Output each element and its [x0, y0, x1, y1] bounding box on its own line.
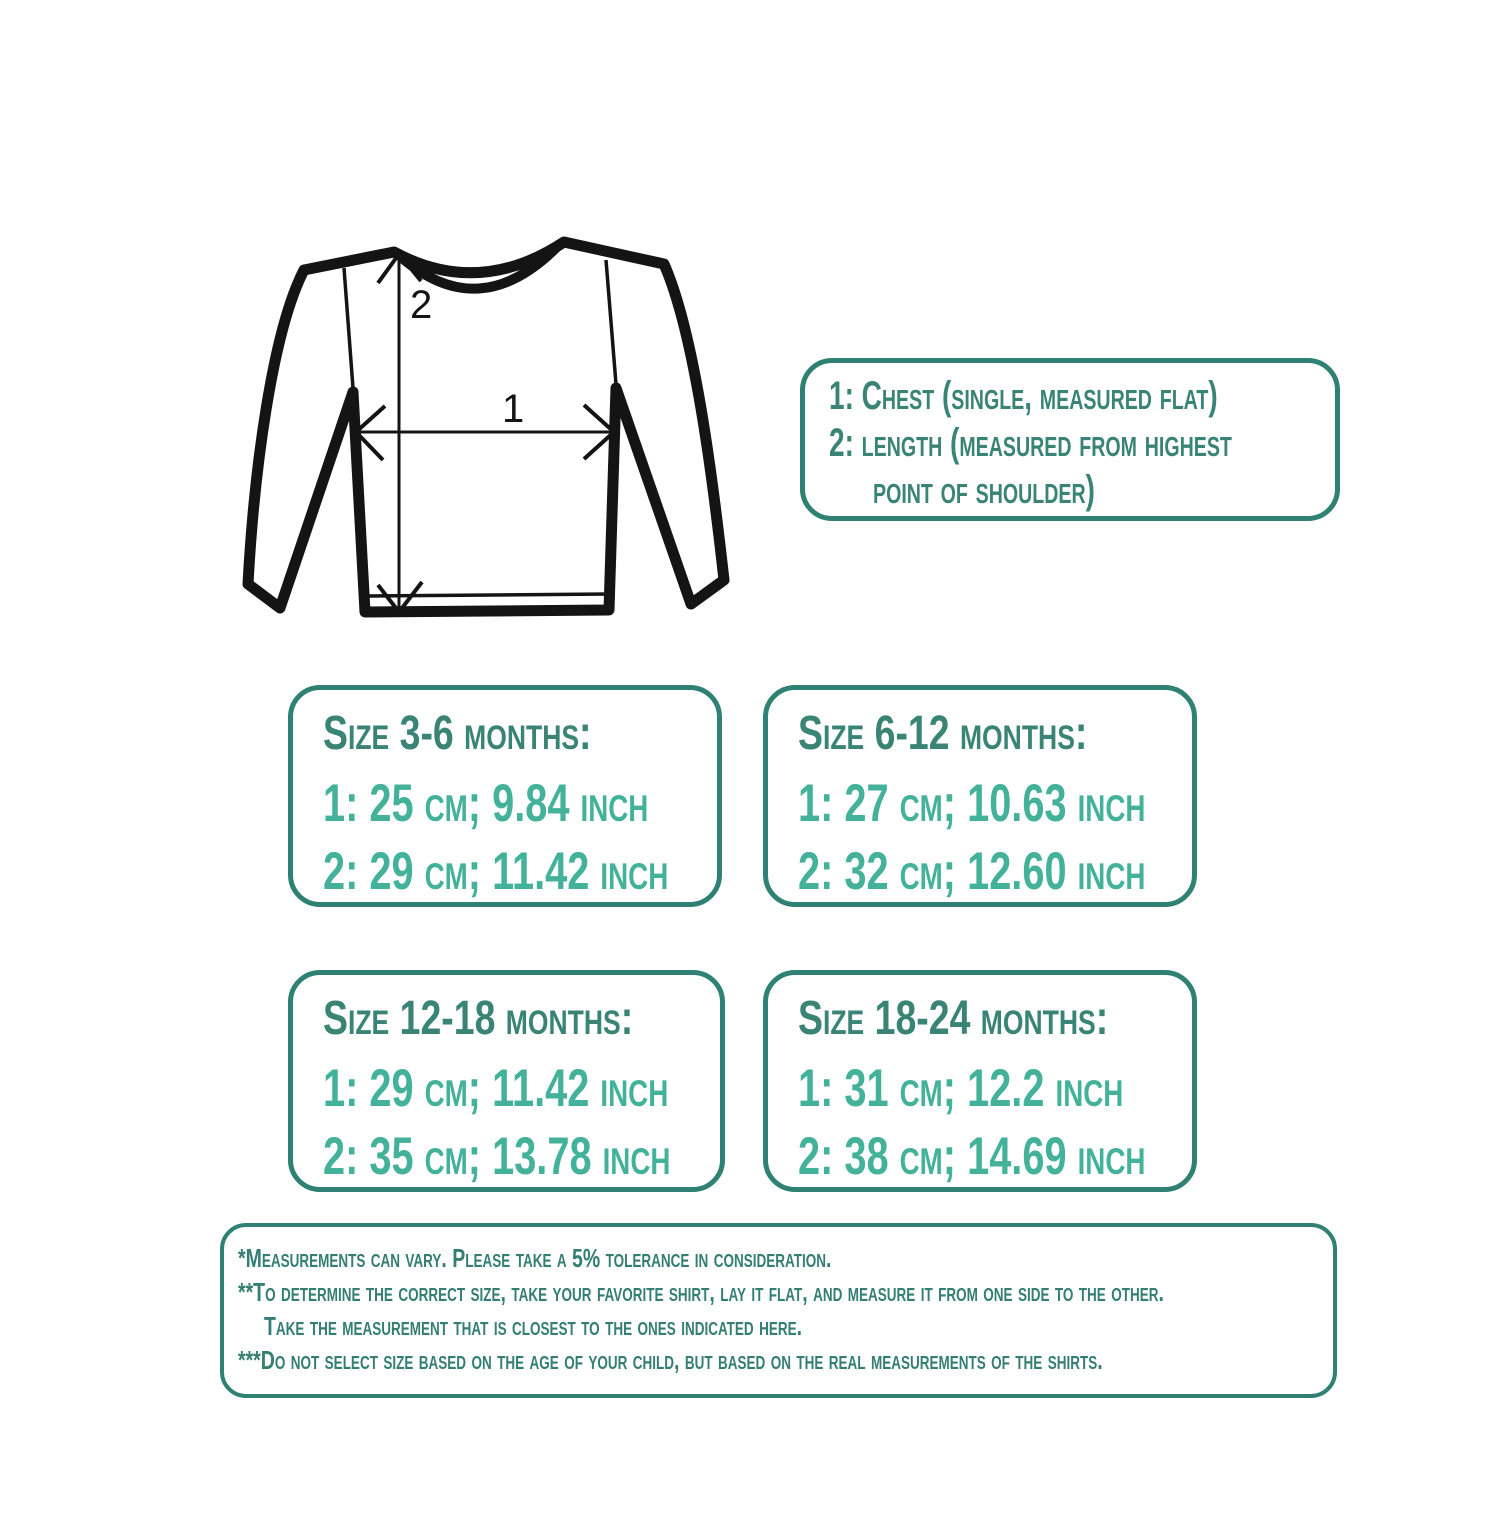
length-arrow-label: 2 — [410, 283, 433, 327]
size-title: Size 3-6 months: — [323, 707, 592, 760]
size-box-6-12-months — [763, 685, 1197, 907]
length-measurement: 2: 38 cm; 14.69 inch — [798, 1127, 1146, 1186]
legend-line-3: point of shoulder) — [873, 468, 1095, 512]
chest-measurement: 1: 25 cm; 9.84 inch — [323, 774, 649, 833]
footnote-line-4: ***Do not select size based on the age of your child, but based on the real measurements of the shirts. — [238, 1345, 1103, 1375]
size-box-3-6-months — [288, 685, 722, 907]
size-box-18-24-months — [763, 970, 1197, 1192]
length-measurement: 2: 35 cm; 13.78 inch — [323, 1127, 671, 1186]
footnote-line-1: *Measurements can vary. Please take a 5% tolerance in consideration. — [238, 1243, 832, 1273]
footnotes-box — [220, 1223, 1337, 1398]
size-title: Size 18-24 months: — [798, 992, 1109, 1045]
legend-box — [800, 358, 1340, 521]
chest-measurement: 1: 29 cm; 11.42 inch — [323, 1059, 669, 1118]
size-title: Size 12-18 months: — [323, 992, 634, 1045]
shirt-outline — [248, 242, 724, 612]
hem-line — [369, 594, 609, 596]
shirt-diagram — [232, 212, 752, 652]
footnote-line-2: **To determine the correct size, take your favorite shirt, lay it flat, and measure it from one side to the other. — [238, 1277, 1164, 1307]
footnote-line-3: Take the measurement that is closest to the ones indicated here. — [264, 1311, 803, 1341]
length-measurement: 2: 29 cm; 11.42 inch — [323, 842, 669, 901]
legend-line-2: 2: length (measured from highest — [829, 421, 1232, 465]
chest-measurement: 1: 31 cm; 12.2 inch — [798, 1059, 1124, 1118]
chest-measurement: 1: 27 cm; 10.63 inch — [798, 774, 1146, 833]
length-measurement: 2: 32 cm; 12.60 inch — [798, 842, 1146, 901]
chest-arrow-label: 1 — [502, 387, 525, 431]
size-box-12-18-months — [288, 970, 725, 1192]
legend-line-1: 1: Chest (single, measured flat) — [829, 374, 1218, 418]
size-title: Size 6-12 months: — [798, 707, 1088, 760]
